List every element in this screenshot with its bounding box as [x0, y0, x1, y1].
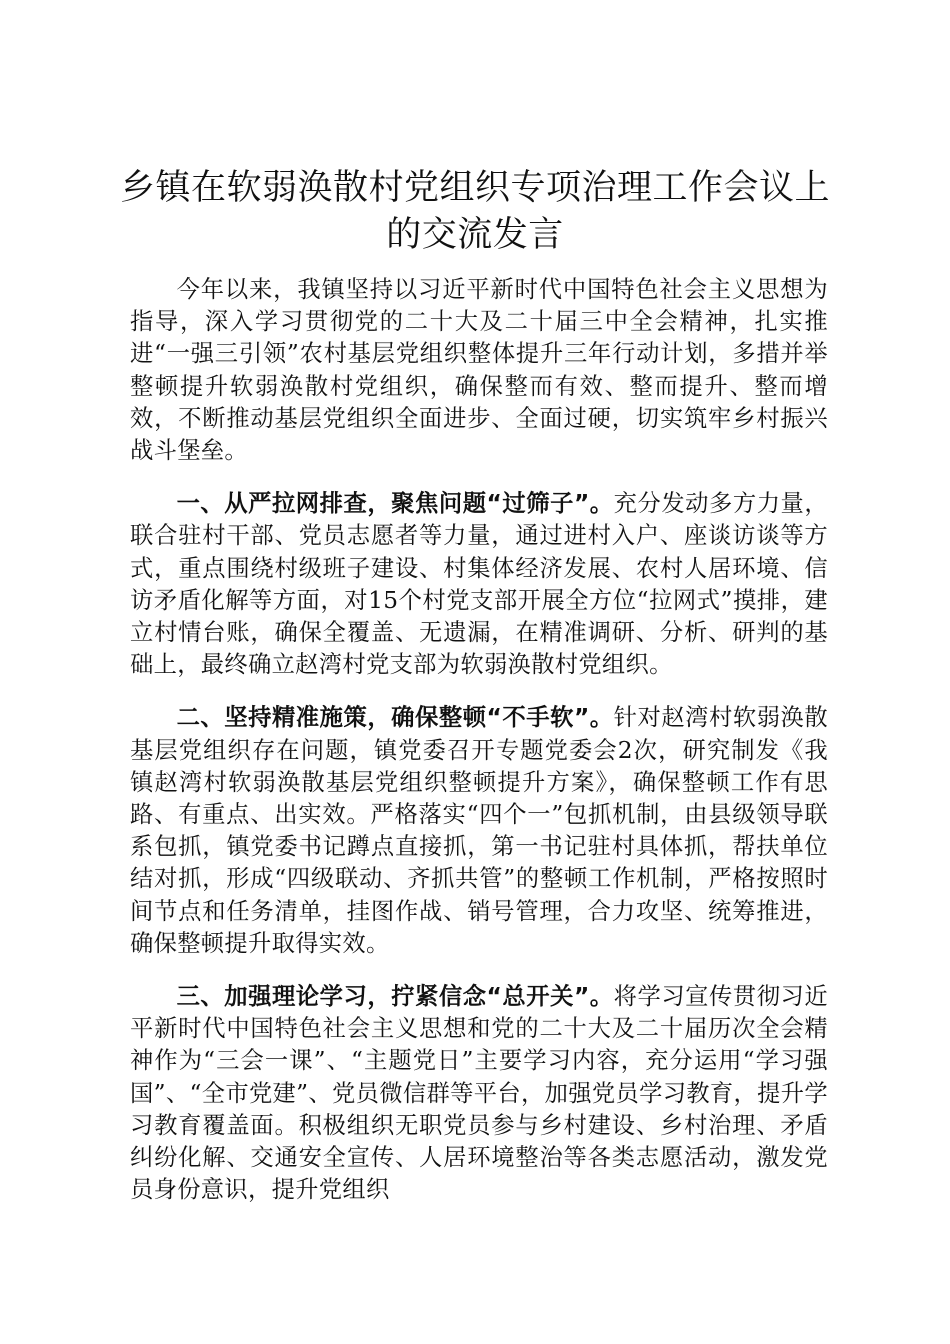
- section-heading-2: 二、坚持精准施策，确保整顿“不手软”。: [176, 704, 614, 732]
- section-heading-3: 三、加强理论学习，拧紧信念“总开关”。: [176, 983, 614, 1011]
- section-paragraph-3: [130, 981, 828, 1206]
- section-paragraph-1: [130, 488, 828, 681]
- document-title: 乡镇在软弱涣散村党组织专项治理工作会议上的交流发言: [119, 168, 830, 255]
- section-text-2: 针对赵湾村软弱涣散基层党组织存在问题，镇党委召开专题党委会2次，研究制发《我镇赵湾村软弱涣散基层党组织整顿提升方案》，确保整顿工作有思路、有重点、出实效。严格落实“四个一”包抓机制，由县级领导联系包抓，镇党委书记蹲点直接抓，第一书记驻村具体抓，帮扶单位结对抓，形成“四级联动、齐抓共管”的整顿工作机制，严格按照时间节点和任务清单，挂图作战、销号管理，合力攻坚、统筹推进，确保整顿提升取得实效。: [130, 704, 828, 957]
- section-text-3: 将学习宣传贯彻习近平新时代中国特色社会主义思想和党的二十大及二十届历次全会精神作为“三会一课”、“主题党日”主要学习内容，充分运用“学习强国”、“全市党建”、党员微信群等平台，加强党员学习教育，提升学习教育覆盖面。积极组织无职党员参与乡村建设、乡村治理、矛盾纠纷化解、交通安全宣传、人居环境整治等各类志愿活动，激发党员身份意识，提升党组织: [130, 983, 828, 1204]
- section-paragraph-2: [130, 702, 828, 960]
- section-heading-1: 一、从严拉网排查，聚焦问题“过筛子”。: [176, 490, 614, 518]
- intro-paragraph: 今年以来，我镇坚持以习近平新时代中国特色社会主义思想为指导，深入学习贯彻党的二十大及二十届三中全会精神，扎实推进“一强三引领”农村基层党组织整体提升三年行动计划，多措并举整顿提升软弱涣散村党组织，确保整而有效、整而提升、整而增效，不断推动基层党组织全面进步、全面过硬，切实筑牢乡村振兴战斗堡垒。: [130, 276, 828, 465]
- section-text-1: 充分发动多方力量，联合驻村干部、党员志愿者等力量，通过进村入户、座谈访谈等方式，重点围绕村级班子建设、村集体经济发展、农村人居环境、信访矛盾化解等方面，对15个村党支部开展全方位“拉网式”摸排，建立村情台账，确保全覆盖、无遗漏，在精准调研、分析、研判的基础上，最终确立赵湾村党支部为软弱涣散村党组织。: [130, 490, 828, 679]
- document-body: [130, 274, 828, 1227]
